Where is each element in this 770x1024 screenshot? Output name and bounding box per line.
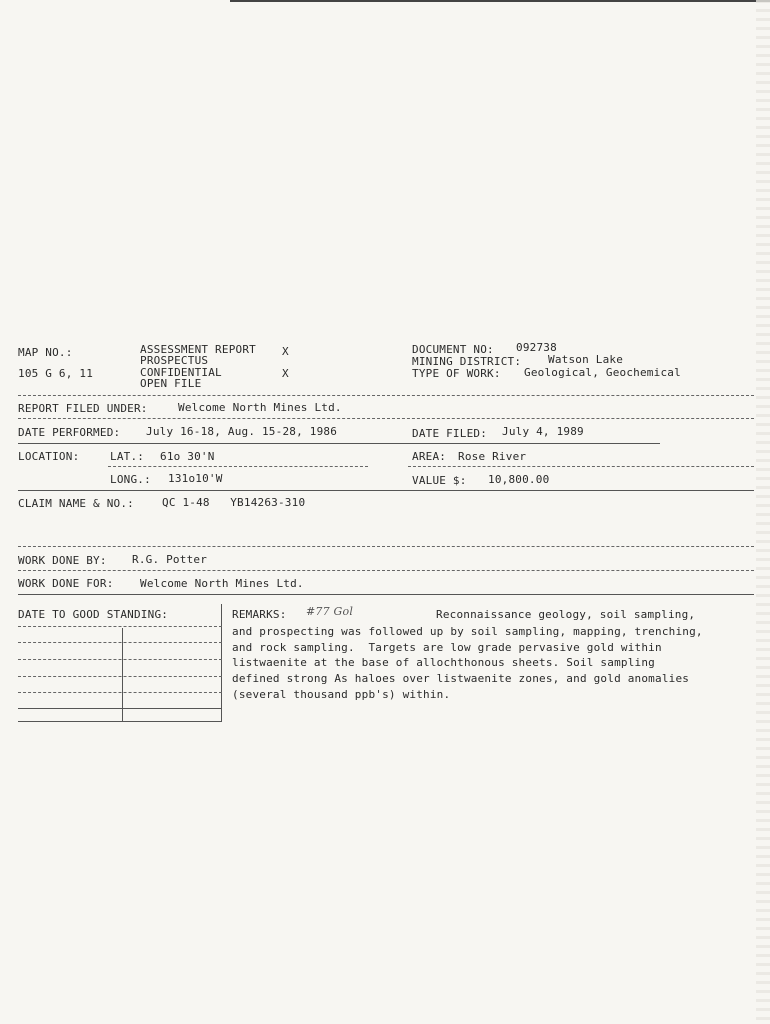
divider: [18, 546, 754, 547]
grid-line: [18, 692, 222, 693]
divider: [18, 418, 754, 419]
mining-district-value: Watson Lake: [548, 353, 624, 366]
date-performed-label: DATE PERFORMED:: [18, 426, 121, 439]
value-value: 10,800.00: [488, 473, 550, 486]
remarks-line-3: and rock sampling. Targets are low grade pervasive gold within: [232, 641, 662, 654]
remarks-line-1: Reconnaissance geology, soil sampling,: [436, 608, 696, 621]
document-no-label: DOCUMENT NO:: [412, 343, 494, 356]
long-value: 131o10'W: [168, 472, 223, 485]
column-divider: [221, 604, 222, 722]
grid-line: [18, 721, 222, 722]
lat-value: 61o 30'N: [160, 450, 215, 463]
date-filed-label: DATE FILED:: [412, 427, 488, 440]
divider: [18, 443, 660, 444]
divider: [18, 570, 754, 571]
remarks-handwritten-note: #77 Gol: [306, 605, 354, 618]
remarks-line-6: (several thousand ppb's) within.: [232, 688, 451, 701]
grid-line: [18, 659, 222, 660]
divider: [18, 490, 754, 491]
area-label: AREA:: [412, 450, 447, 463]
value-label: VALUE $:: [412, 474, 467, 487]
map-no-label: MAP NO.:: [18, 346, 73, 359]
divider: [18, 395, 754, 396]
date-good-standing-label: DATE TO GOOD STANDING:: [18, 608, 169, 621]
location-label: LOCATION:: [18, 450, 80, 463]
claim-value: QC 1-48 YB14263-310: [162, 496, 306, 509]
grid-line: [18, 626, 222, 627]
map-no-value: 105 G 6, 11: [18, 367, 94, 380]
long-label: LONG.:: [110, 473, 151, 486]
date-filed-value: July 4, 1989: [502, 425, 584, 438]
lat-label: LAT.:: [110, 450, 145, 463]
remarks-line-2: and prospecting was followed up by soil sampling, mapping, trenching,: [232, 625, 703, 638]
area-value: Rose River: [458, 450, 527, 463]
report-type-assessment-mark: X: [282, 345, 289, 358]
divider: [408, 466, 754, 467]
remarks-label: REMARKS:: [232, 608, 287, 621]
work-done-by-value: R.G. Potter: [132, 553, 208, 566]
scan-right-edge: [756, 0, 770, 1024]
report-type-assessment: ASSESSMENT REPORT: [140, 343, 256, 356]
report-filed-under-label: REPORT FILED UNDER:: [18, 402, 148, 415]
work-done-by-label: WORK DONE BY:: [18, 554, 107, 567]
grid-line: [18, 642, 222, 643]
remarks-line-5: defined strong As haloes over listwaenite zones, and gold anomalies: [232, 672, 690, 685]
report-type-confidential: CONFIDENTIAL: [140, 366, 222, 379]
grid-line: [18, 676, 222, 677]
divider: [18, 594, 754, 595]
work-done-for-value: Welcome North Mines Ltd.: [140, 577, 304, 590]
report-type-confidential-mark: X: [282, 367, 289, 380]
remarks-line-4: listwaenite at the base of allochthonous sheets. Soil sampling: [232, 656, 655, 669]
report-type-prospectus: PROSPECTUS: [140, 354, 209, 367]
type-of-work-value: Geological, Geochemical: [524, 366, 681, 379]
report-filed-under-value: Welcome North Mines Ltd.: [178, 401, 342, 414]
document-no-value: 092738: [516, 341, 557, 354]
scan-top-edge: [230, 0, 770, 2]
claim-label: CLAIM NAME & NO.:: [18, 497, 134, 510]
grid-line: [18, 708, 222, 709]
report-type-open-file: OPEN FILE: [140, 377, 202, 390]
type-of-work-label: TYPE OF WORK:: [412, 367, 501, 380]
work-done-for-label: WORK DONE FOR:: [18, 577, 114, 590]
date-performed-value: July 16-18, Aug. 15-28, 1986: [146, 425, 338, 438]
divider: [108, 466, 368, 467]
mining-district-label: MINING DISTRICT:: [412, 355, 522, 368]
